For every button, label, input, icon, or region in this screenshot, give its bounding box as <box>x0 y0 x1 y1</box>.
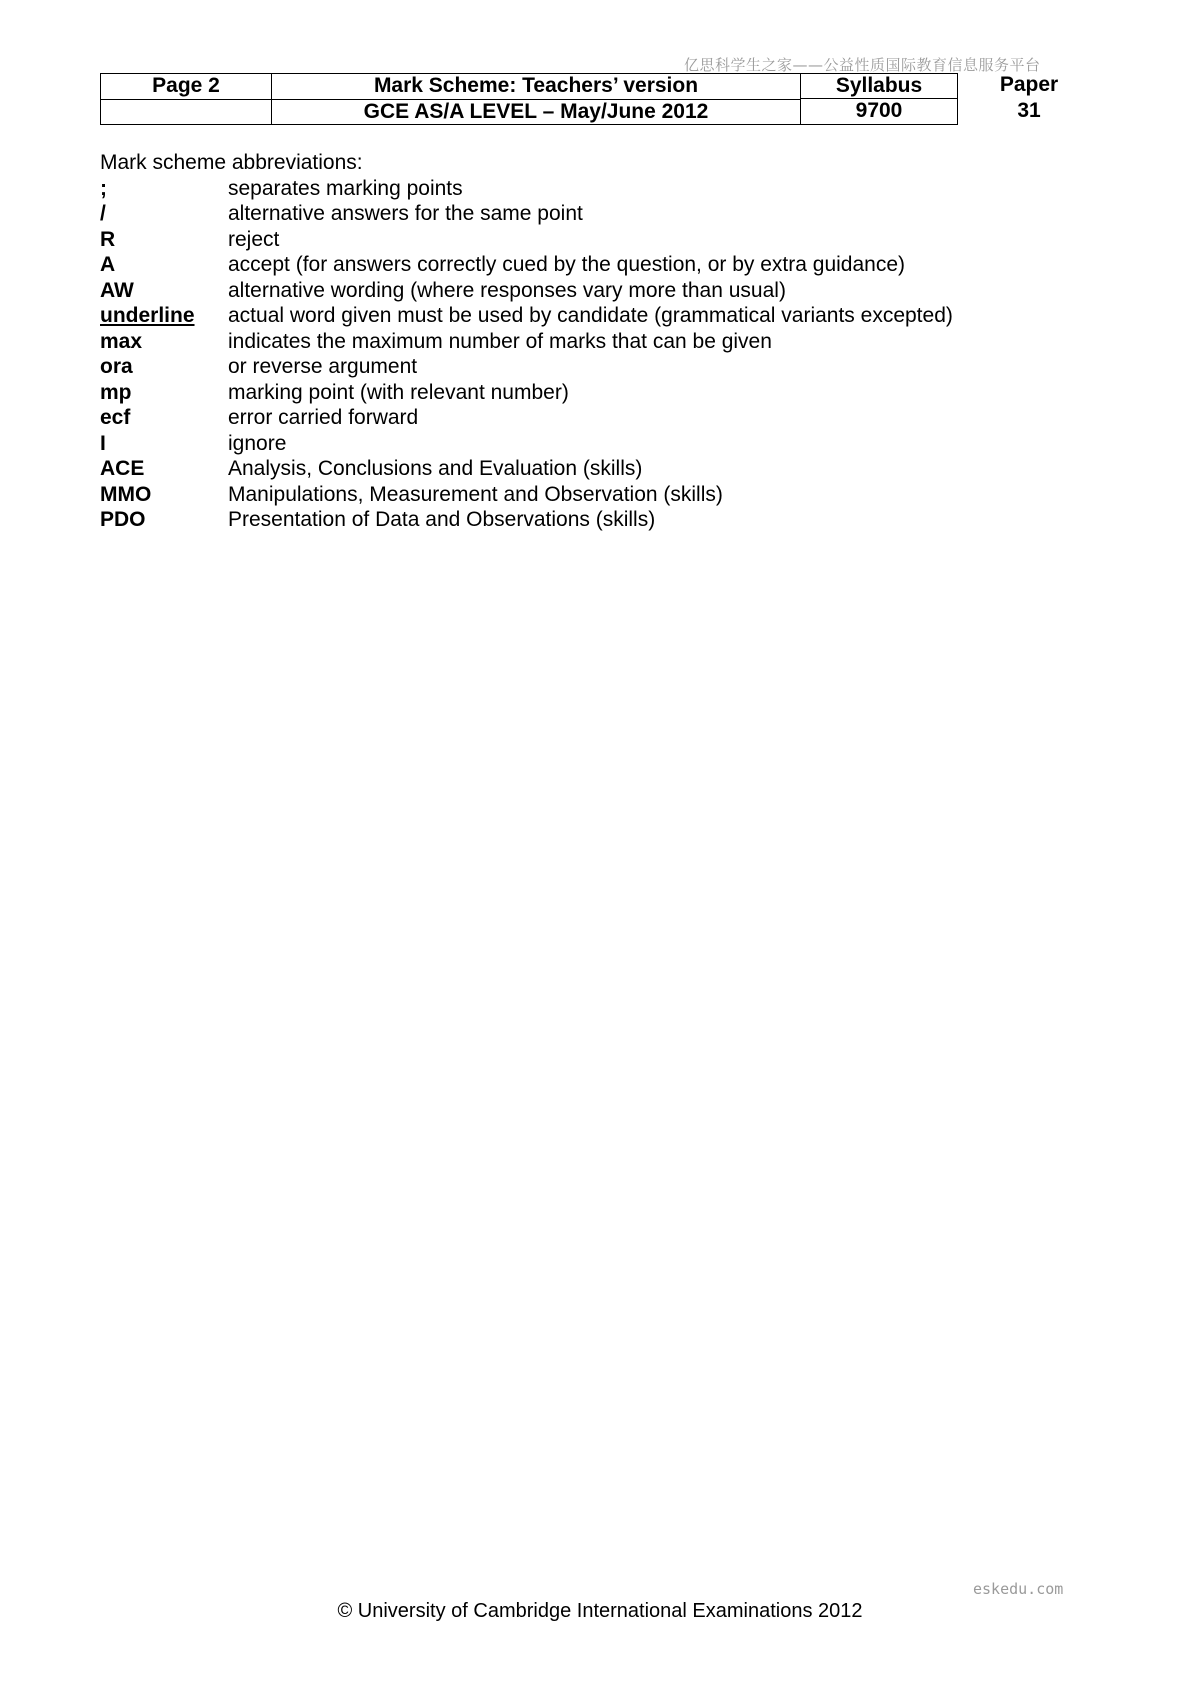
abbreviations-heading: Mark scheme abbreviations: <box>100 151 363 174</box>
list-item <box>100 380 1100 406</box>
document-title: Mark Scheme: Teachers’ version <box>272 73 801 99</box>
list-item <box>100 278 1100 304</box>
watermark-bottom: eskedu.com <box>973 1580 1064 1598</box>
document-subtitle: GCE AS/A LEVEL – May/June 2012 <box>272 99 801 125</box>
syllabus-value: 9700 <box>801 99 958 125</box>
abbreviation-meaning: separates marking points <box>228 176 463 200</box>
abbreviation-term: ecf <box>100 406 131 429</box>
abbreviation-term: A <box>100 253 116 276</box>
abbreviation-term: underline <box>100 304 195 327</box>
abbreviation-meaning: Presentation of Data and Observations (skills) <box>228 508 656 531</box>
abbreviation-meaning: marking point (with relevant number) <box>228 380 569 404</box>
abbreviation-term: ACE <box>100 457 145 480</box>
abbreviation-meaning: reject <box>228 227 280 251</box>
abbreviation-term: mp <box>100 380 132 404</box>
abbreviation-term: PDO <box>100 508 146 531</box>
list-item <box>100 252 1100 278</box>
abbreviation-meaning: error carried forward <box>228 406 419 429</box>
abbreviation-term: MMO <box>100 482 152 506</box>
list-item <box>100 176 1100 202</box>
abbreviations-list <box>100 150 1100 533</box>
abbreviation-meaning: indicates the maximum number of marks that can be given <box>228 329 772 353</box>
syllabus-label: Syllabus <box>801 73 958 99</box>
abbreviation-meaning: Manipulations, Measurement and Observation (skills) <box>228 482 723 506</box>
abbreviation-term: ora <box>100 355 133 378</box>
list-item <box>100 482 1100 508</box>
list-item <box>100 227 1100 253</box>
abbreviation-meaning: alternative wording (where responses vary more than usual) <box>228 278 786 302</box>
list-item <box>100 431 1100 457</box>
abbreviation-meaning: ignore <box>228 431 287 455</box>
list-item <box>100 456 1100 482</box>
watermark-top: 亿思科学生之家——公益性质国际教育信息服务平台 <box>684 56 1041 74</box>
abbreviation-meaning: accept (for answers correctly cued by the question, or by extra guidance) <box>228 253 906 276</box>
abbreviation-term: AW <box>100 278 134 302</box>
list-item <box>100 303 1100 329</box>
abbreviation-term: max <box>100 329 143 353</box>
paper-value: 31 <box>1017 99 1041 122</box>
copyright-footer <box>0 1600 1190 1623</box>
abbreviation-term: / <box>100 202 106 225</box>
copyright-text: © University of Cambridge International Examinations 2012 <box>337 1600 863 1622</box>
abbreviation-meaning: or reverse argument <box>228 355 418 378</box>
abbreviation-term: I <box>100 431 106 455</box>
abbreviation-term: ; <box>100 176 107 200</box>
list-item <box>100 507 1100 533</box>
page-number: Page 2 <box>100 73 272 99</box>
header-empty-cell <box>100 99 272 125</box>
list-item <box>100 201 1100 227</box>
list-item <box>100 354 1100 380</box>
paper-label: Paper <box>999 73 1059 96</box>
list-item <box>100 329 1100 355</box>
abbreviation-meaning: alternative answers for the same point <box>228 202 583 225</box>
abbreviation-meaning: Analysis, Conclusions and Evaluation (skills) <box>228 457 643 480</box>
abbreviation-term: R <box>100 227 116 251</box>
list-item <box>100 405 1100 431</box>
page-header-table <box>100 72 1100 126</box>
abbreviation-meaning: actual word given must be used by candidate (grammatical variants excepted) <box>228 304 953 327</box>
